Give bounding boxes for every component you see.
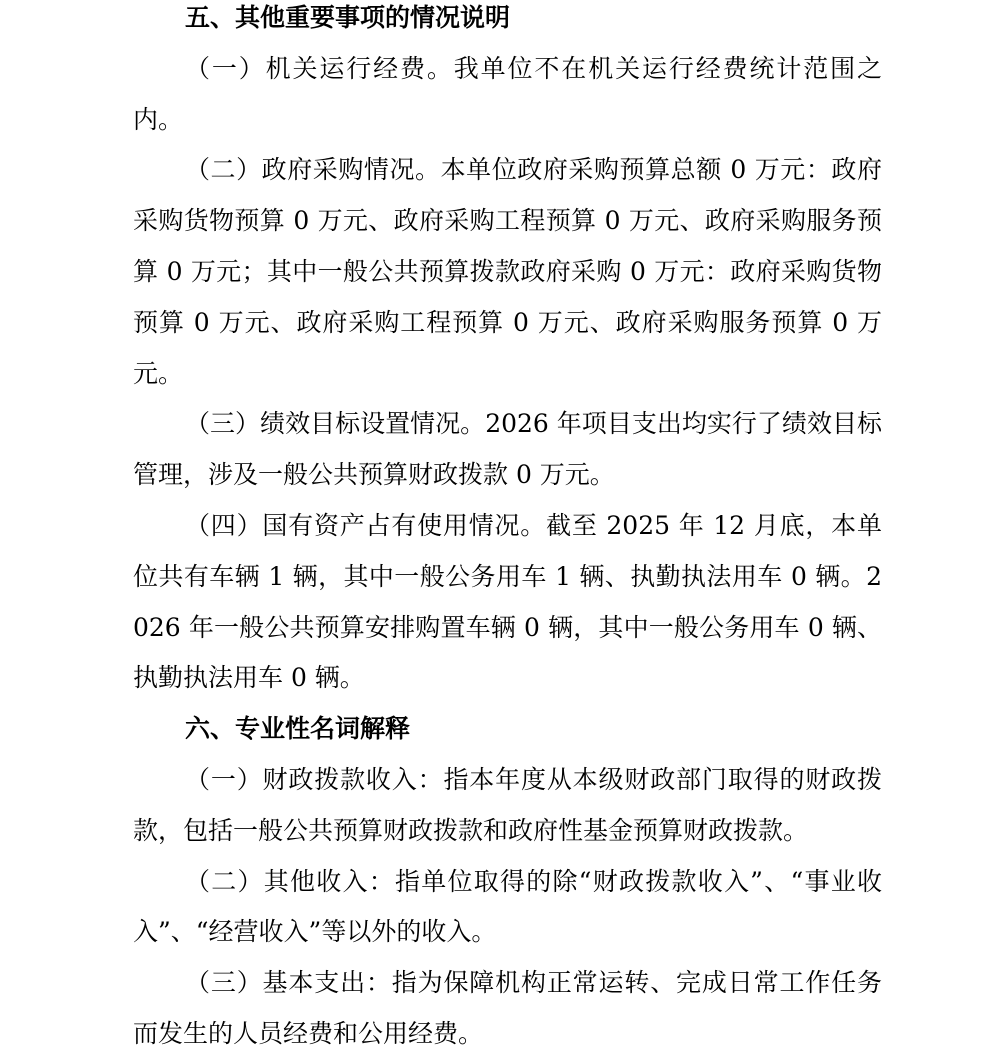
paragraph-performance-targets	[133, 399, 882, 501]
paragraph-other-income	[133, 857, 882, 959]
paragraph-fiscal-appropriation-income	[133, 755, 882, 857]
paragraph-operating-funds	[133, 44, 882, 146]
paragraph-text: 指本年度从本级财政部门取得的财政拨款，包括一般公共预算财政拨款和政府性基金预算财政拨款。	[133, 764, 882, 845]
paragraph-text: 2026 年项目支出均实行了绩效目标管理，涉及一般公共预算财政拨款 0 万元。	[133, 409, 882, 490]
paragraph-lead: （二）其他收入：	[185, 866, 395, 896]
paragraph-basic-expenditure	[133, 958, 882, 1060]
paragraph-lead: （二）政府采购情况。	[185, 155, 441, 185]
section-heading-5: 五、其他重要事项的情况说明	[185, 3, 511, 32]
paragraph-lead: （三）绩效目标设置情况。	[185, 409, 486, 439]
paragraph-text: 本单位政府采购预算总额 0 万元：政府采购货物预算 0 万元、政府采购工程预算 0 万元、政府采购服务预算 0 万元；其中一般公共预算拨款政府采购 0 万元：政府采购货物预算 0 万元、政府采购工程预算 0 万元、政府采购服务预算 0 万元。	[133, 155, 882, 388]
paragraph-lead: （一）机关运行经费。	[185, 53, 454, 83]
paragraph-state-assets	[133, 501, 882, 704]
paragraph-lead: （三）基本支出：	[185, 968, 392, 998]
section-heading-6: 六、专业性名词解释	[185, 714, 411, 744]
paragraph-government-procurement	[133, 145, 882, 399]
paragraph-text: 截至 2025 年 12 月底，本单位共有车辆 1 辆，其中一般公务用车 1 辆、执勤执法用车 0 辆。2026 年一般公共预算安排购置车辆 0 辆，其中一般公务用车 0 辆、执勤执法用车 0 辆。	[133, 510, 882, 693]
paragraph-text: 指单位取得的除“财政拨款收入”、“事业收入”、“经营收入”等以外的收入。	[133, 866, 882, 947]
paragraph-text: 我单位不在机关运行经费统计范围之内。	[133, 53, 882, 134]
paragraph-lead: （一）财政拨款收入：	[185, 764, 444, 794]
paragraph-text: 指为保障机构正常运转、完成日常工作任务而发生的人员经费和公用经费。	[133, 968, 882, 1048]
paragraph-lead: （四）国有资产占有使用情况。	[185, 510, 547, 540]
